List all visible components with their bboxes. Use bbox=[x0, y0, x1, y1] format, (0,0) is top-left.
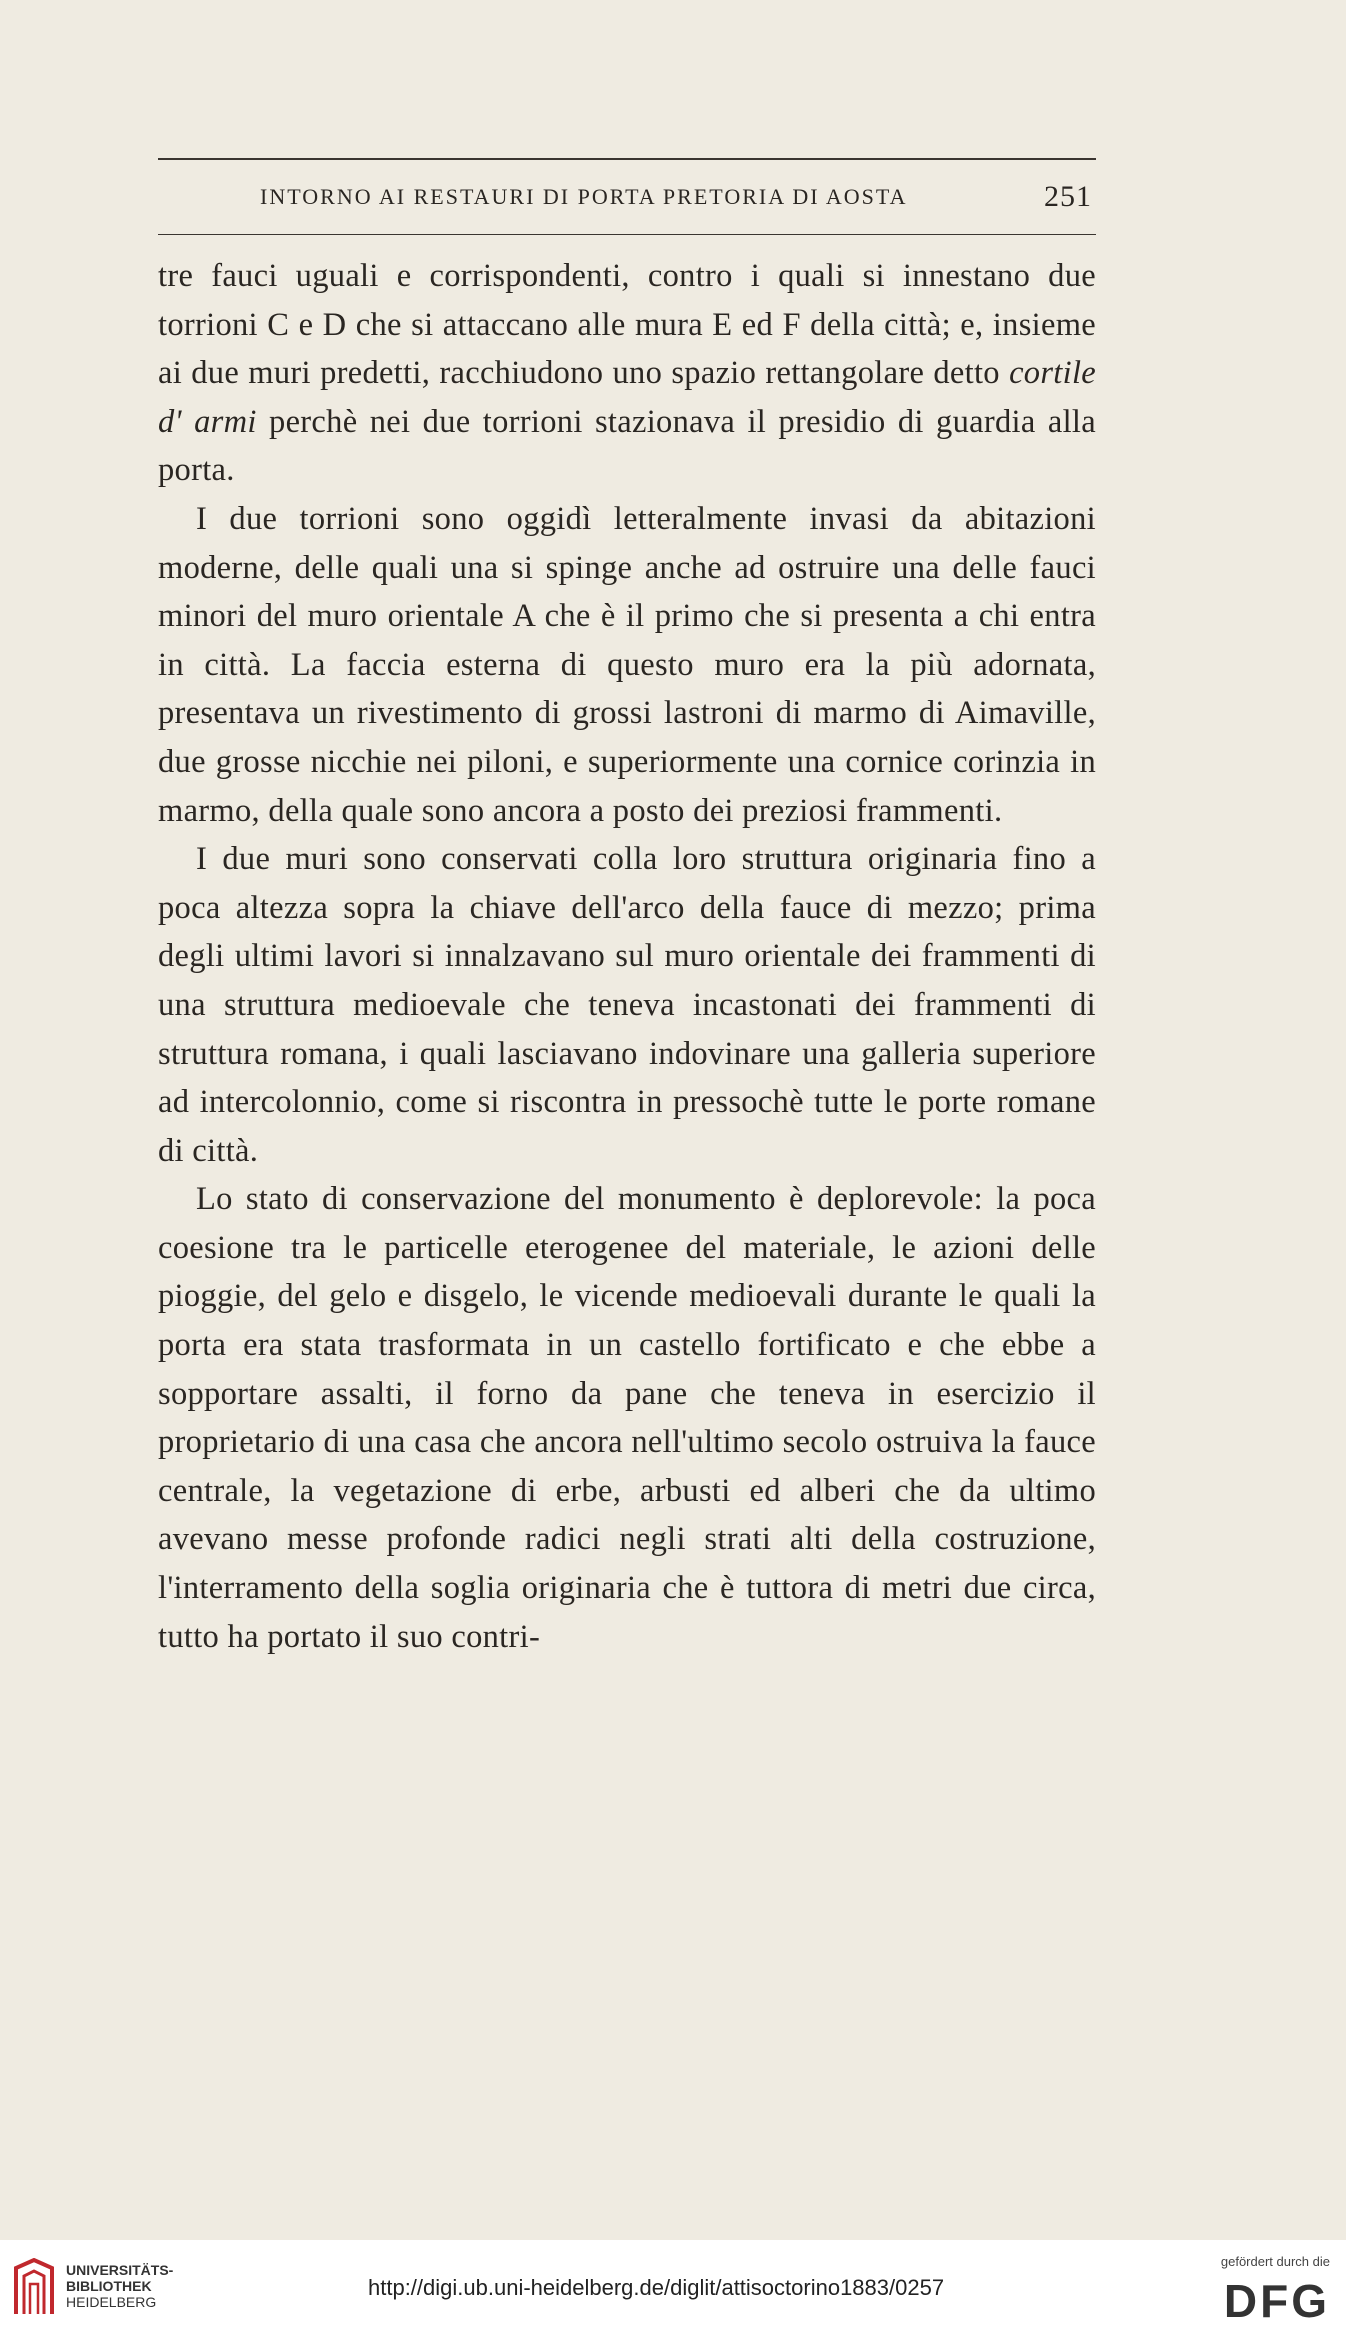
library-line-3: HEIDELBERG bbox=[66, 2294, 157, 2310]
dfg-logo: DFG bbox=[1223, 2275, 1330, 2327]
permalink-url[interactable]: http://digi.ub.uni-heidelberg.de/diglit/attisoctorino1883/0257 bbox=[368, 2275, 945, 2300]
funding-label: gefördert durch die bbox=[1220, 2254, 1330, 2269]
paragraph-1-start: tre fauci uguali e corrispondenti, contro i quali si innestano due torrioni C e D che si attaccano alle mura E ed F della città; e, insieme ai due muri predetti, racchiudono uno spazio rettangolare detto bbox=[158, 258, 1096, 392]
paragraph-2: I due torrioni sono oggidì letteralmente invasi da abitazioni moderne, delle quali una si spinge anche ad ostruire una delle fauci minori del muro orientale A che è il primo che si presenta a chi entra in città. La faccia esterna di questo muro era la più adornata, presentava un rivestimento di grossi lastroni di marmo di Aimaville, due grosse nicchie nei piloni, e superiormente una cornice corinzia in marmo, della quale sono ancora a posto dei preziosi frammenti. bbox=[158, 500, 1096, 829]
paragraph-1-end: perchè nei due torrioni stazionava il presidio di guardia alla porta. bbox=[158, 403, 1096, 489]
header-rule-top bbox=[158, 158, 1096, 160]
running-head bbox=[158, 180, 1096, 220]
university-library-logo-icon bbox=[12, 2258, 56, 2318]
paragraph-1 bbox=[158, 252, 1096, 495]
running-title: INTORNO AI RESTAURI DI PORTA PRETORIA DI AOSTA bbox=[260, 184, 908, 209]
header-rule-bottom bbox=[158, 234, 1096, 235]
footer-bar bbox=[0, 2240, 1346, 2335]
paragraph-3: I due muri sono conservati colla loro struttura originaria fino a poca altezza sopra la chiave dell'arco della fauce di mezzo; prima degli ultimi lavori si innalzavano sul muro orientale dei frammenti di una struttura medioevale che teneva incastonati dei frammenti di struttura romana, i quali lasciavano indovinare una galleria superiore ad intercolonnio, come si riscontra in pressochè tutte le porte romane di città. bbox=[158, 841, 1096, 1169]
university-library-name bbox=[66, 2262, 173, 2310]
library-line-2: BIBLIOTHEK bbox=[66, 2278, 152, 2294]
body-text bbox=[158, 252, 1096, 1661]
paragraph-4: Lo stato di conservazione del monumento è deplorevole: la poca coesione tra le particelle eterogenee del materiale, le azioni delle pioggie, del gelo e disgelo, le vicende medioevali durante le quali la porta era stata trasformata in un castello fortificato e che ebbe a sopportare assalti, il forno da pane che teneva in esercizio il proprietario di una casa che ancora nell'ultimo secolo ostruiva la fauce centrale, la vegetazione di erbe, arbusti ed alberi che da ultimo avevano messe profonde radici negli strati alti della costruzione, l'interramento della soglia originaria che è tuttora di metri due circa, tutto ha portato il suo contri- bbox=[158, 1181, 1096, 1655]
page-number: 251 bbox=[1044, 180, 1092, 213]
library-line-1: UNIVERSITÄTS- bbox=[66, 2262, 174, 2278]
italic-term: cortile d' armi bbox=[158, 355, 1096, 440]
